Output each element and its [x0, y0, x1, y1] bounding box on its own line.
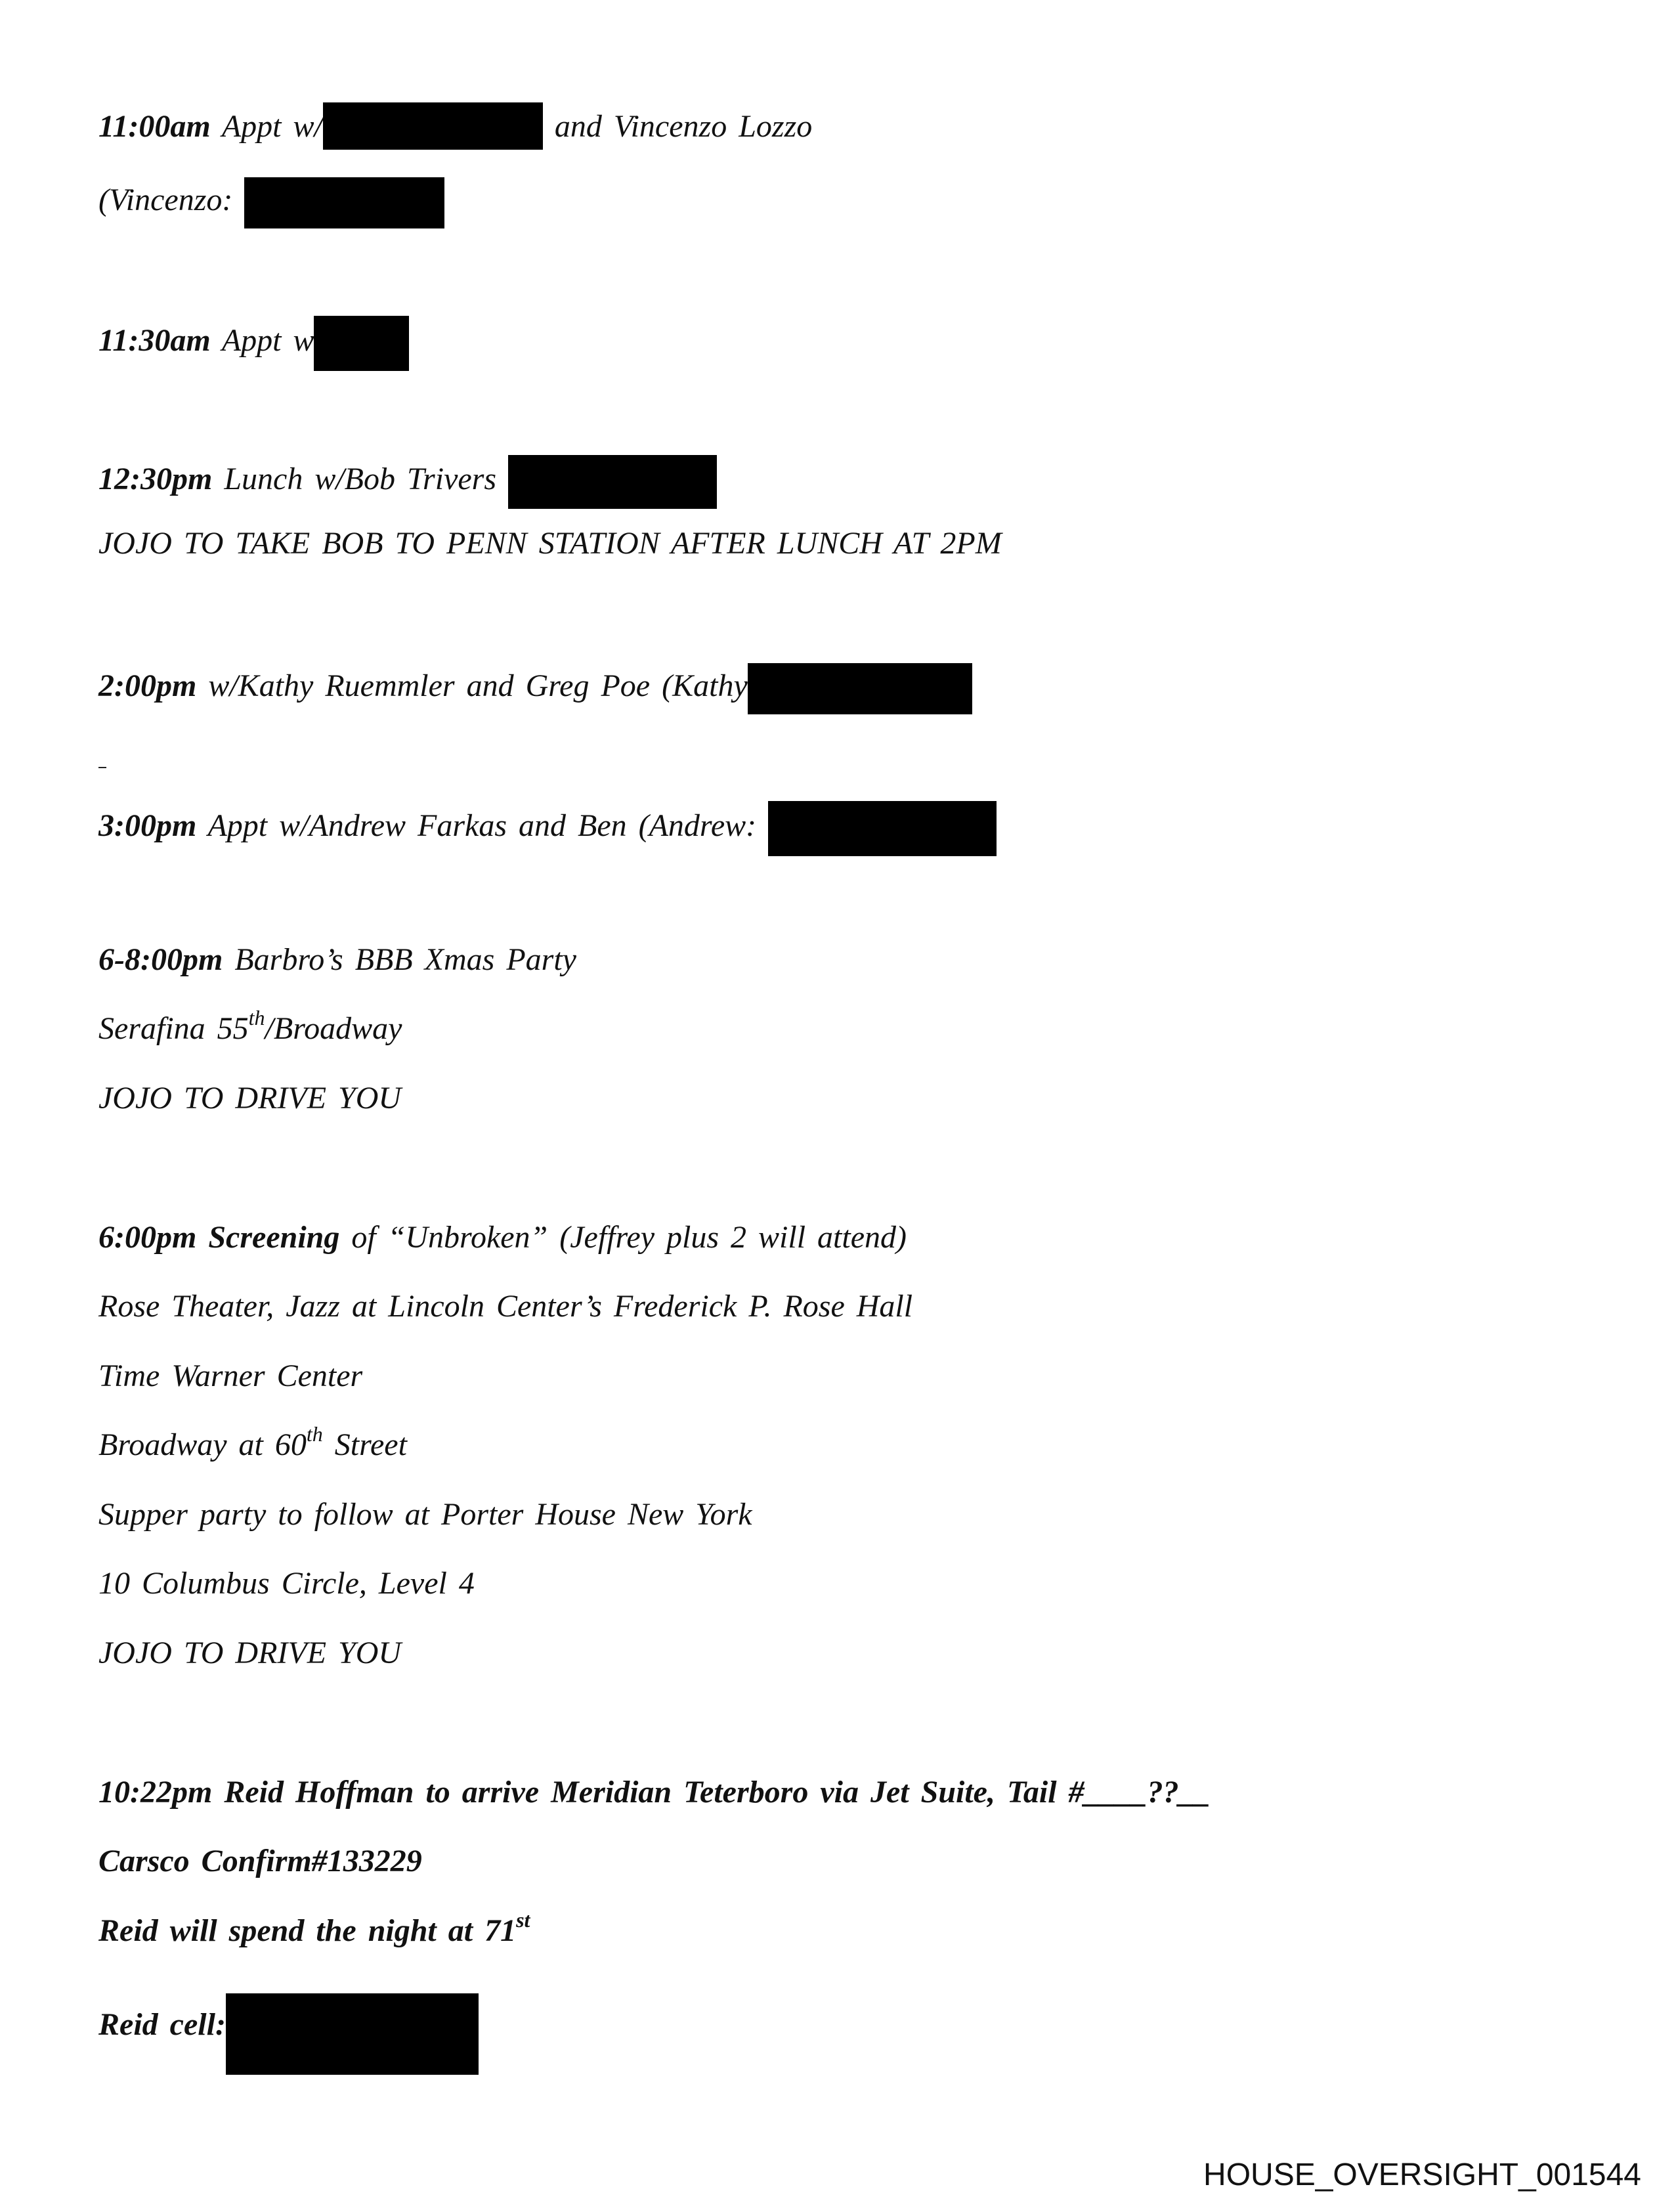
- screening-venue: [98, 1287, 912, 1326]
- entry-1400-line: [98, 663, 972, 714]
- screening-label: Screening: [208, 1220, 340, 1255]
- entry-1800-driver: [98, 1079, 401, 1118]
- time-label: 3:00pm: [98, 808, 197, 844]
- entry-text: Rose Theater, Jazz at Lincoln Center’s Frederick P. Rose Hall: [98, 1289, 913, 1324]
- car-confirmation: [98, 1842, 422, 1881]
- redaction-box: [768, 801, 997, 856]
- entry-text: of “Unbroken” (Jeffrey plus 2 will attend): [351, 1220, 907, 1255]
- screening-supper-address: [98, 1564, 475, 1603]
- redaction-box: [244, 177, 444, 228]
- entry-text: Supper party to follow at Porter House New York: [98, 1497, 752, 1532]
- entry-1800-venue: [98, 1006, 402, 1049]
- entry-text: Barbro’s BBB Xmas Party: [234, 942, 576, 977]
- entry-text: Time Warner Center: [98, 1358, 363, 1393]
- entry-text: (Vincenzo:: [98, 183, 233, 218]
- screening-driver: [98, 1634, 401, 1673]
- entry-text: Carsco Confirm#133229: [98, 1844, 422, 1878]
- entry-text: Broadway at 60: [98, 1427, 307, 1462]
- stray-dash: [98, 767, 106, 768]
- entry-text: Lunch w/Bob Trivers: [224, 462, 497, 497]
- entry-text: w/Kathy Ruemmler and Greg Poe (Kathy: [208, 668, 748, 704]
- bates-number: HOUSE_OVERSIGHT_001544: [1203, 2158, 1641, 2192]
- screening-address: [98, 1422, 407, 1465]
- redaction-box: [314, 316, 409, 371]
- venue-text: /Broadway: [265, 1011, 402, 1046]
- entry-1800-party-line: [98, 940, 576, 980]
- entry-text: Appt w/: [221, 109, 323, 144]
- time-label: 11:30am: [98, 323, 211, 358]
- entry-screening-line: [98, 1218, 907, 1257]
- entry-text: Street: [322, 1427, 407, 1462]
- entry-text: Appt w/Andrew Farkas and Ben (Andrew:: [207, 808, 757, 844]
- superscript: th: [306, 1422, 323, 1446]
- entry-1130-line: [98, 316, 409, 371]
- redaction-box: [323, 102, 543, 150]
- overnight-note: [98, 1908, 530, 1951]
- superscript: th: [248, 1006, 265, 1030]
- superscript: st: [516, 1908, 530, 1932]
- entry-text: Appt w: [221, 323, 314, 358]
- time-label: 6-8:00pm: [98, 942, 223, 977]
- entry-1230-line: [98, 455, 717, 509]
- entry-text: Reid will spend the night at 71: [98, 1913, 517, 1948]
- entry-text: JOJO TO DRIVE YOU: [98, 1081, 402, 1116]
- entry-text: 10 Columbus Circle, Level 4: [98, 1566, 475, 1601]
- entry-text: and Vincenzo Lozzo: [554, 109, 813, 144]
- redaction-box: [748, 663, 972, 714]
- entry-text: JOJO TO DRIVE YOU: [98, 1636, 402, 1670]
- entry-1230-note: [98, 524, 1002, 563]
- redaction-box: [508, 455, 717, 509]
- entry-1100-line: [98, 107, 812, 150]
- entry-text: JOJO TO TAKE BOB TO PENN STATION AFTER LUNCH AT 2PM: [98, 526, 1002, 561]
- time-label: 2:00pm: [98, 668, 197, 704]
- entry-1500-line: [98, 801, 997, 856]
- time-label: 12:30pm: [98, 462, 213, 497]
- screening-building: [98, 1356, 362, 1396]
- venue-text: Serafina 55: [98, 1011, 249, 1046]
- entry-text: Reid cell:: [98, 2007, 226, 2043]
- entry-1100-contact-line: [98, 177, 444, 228]
- entry-arrival-line: [98, 1773, 1211, 1812]
- time-label: 11:00am: [98, 109, 211, 144]
- cell-line: [98, 1980, 479, 2075]
- redaction-box: [226, 1993, 479, 2075]
- entry-text: 10:22pm Reid Hoffman to arrive Meridian Teterboro via Jet Suite, Tail #____??__: [98, 1775, 1211, 1810]
- screening-supper: [98, 1495, 752, 1534]
- time-label: 6:00pm: [98, 1220, 197, 1255]
